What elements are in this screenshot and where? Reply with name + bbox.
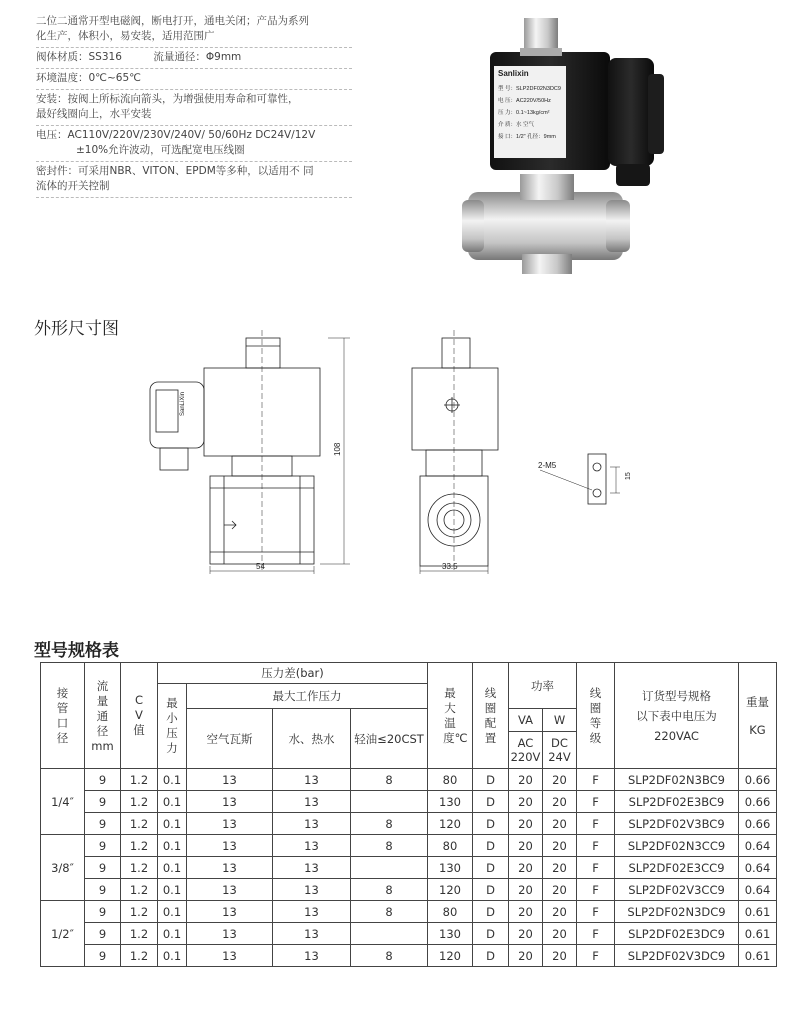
header-port: 接管口径: [41, 663, 85, 769]
cell-oil: 8: [351, 945, 428, 967]
cell-max-temp: 120: [428, 813, 473, 835]
spec-line: 二位二通常开型电磁阀，断电打开，通电关闭；产品为系列: [36, 15, 309, 27]
cell-flow: 9: [85, 813, 121, 835]
cell-coil-config: D: [473, 879, 509, 901]
dimensions-title: 外形尺寸图: [34, 319, 119, 339]
cell-va: 20: [509, 835, 543, 857]
spec-item: [36, 162, 352, 198]
spec-table: [40, 662, 777, 967]
cell-port: 1/2″: [41, 901, 85, 967]
cell-max-temp: 130: [428, 791, 473, 813]
spec-list: [36, 12, 352, 198]
header-coil-grade: 线圈等级: [577, 663, 615, 769]
table-row: [41, 769, 777, 791]
cell-w: 20: [543, 945, 577, 967]
spec-item: [36, 69, 352, 90]
cell-cv: 1.2: [121, 791, 158, 813]
cell-flow: 9: [85, 879, 121, 901]
table-row: [41, 945, 777, 967]
spec-line: 安装：按阀上所标流向箭头，为增强使用寿命和可靠性，: [36, 93, 299, 105]
cell-coil-config: D: [473, 813, 509, 835]
table-row: [41, 901, 777, 923]
cell-air: 13: [187, 945, 273, 967]
header-pressure-group: 压力差(bar): [158, 663, 428, 684]
header-order-spec: 订货型号规格 以下表中电压为 220VAC: [615, 663, 739, 769]
cell-water: 13: [273, 945, 351, 967]
cell-weight: 0.66: [739, 791, 777, 813]
table-row: [41, 835, 777, 857]
cell-weight: 0.66: [739, 769, 777, 791]
header-weight: 重量 KG: [739, 663, 777, 769]
cell-flow: 9: [85, 923, 121, 945]
table-title: 型号规格表: [34, 641, 119, 661]
cell-cv: 1.2: [121, 769, 158, 791]
cell-w: 20: [543, 901, 577, 923]
spec-line: 流体的开关控制: [36, 180, 110, 192]
cell-min-pressure: 0.1: [158, 835, 187, 857]
spec-item: [36, 90, 352, 126]
spec-item: [36, 48, 352, 69]
spec-line: 电压：AC110V/220V/230V/240V/ 50/60Hz DC24V/12V: [36, 129, 316, 141]
cell-air: 13: [187, 857, 273, 879]
cell-w: 20: [543, 923, 577, 945]
coil-label: SanLiXin: [180, 391, 186, 416]
cell-min-pressure: 0.1: [158, 813, 187, 835]
cell-cv: 1.2: [121, 835, 158, 857]
header-max-temp: 最大温度℃: [428, 663, 473, 769]
cell-weight: 0.64: [739, 835, 777, 857]
cell-coil-grade: F: [577, 923, 615, 945]
cell-flow: 9: [85, 901, 121, 923]
header-w: W: [543, 709, 577, 732]
table-row: [41, 813, 777, 835]
product-brand: Sanlixin: [498, 69, 529, 78]
cell-max-temp: 120: [428, 879, 473, 901]
cell-max-temp: 130: [428, 857, 473, 879]
cell-w: 20: [543, 857, 577, 879]
cell-oil: 8: [351, 879, 428, 901]
side-view: [412, 330, 498, 574]
cell-port: 3/8″: [41, 835, 85, 901]
header-min-pressure: 最小压力: [158, 684, 187, 769]
cell-air: 13: [187, 901, 273, 923]
cell-coil-config: D: [473, 835, 509, 857]
cell-water: 13: [273, 879, 351, 901]
spec-item: [36, 126, 352, 162]
cell-weight: 0.61: [739, 923, 777, 945]
cell-oil: [351, 923, 428, 945]
mount-spacing: 15: [625, 472, 632, 480]
cell-coil-grade: F: [577, 901, 615, 923]
cell-weight: 0.61: [739, 945, 777, 967]
cell-oil: [351, 857, 428, 879]
product-label-line: 型 号：SLP2DF02N3DC9: [498, 86, 561, 92]
cell-min-pressure: 0.1: [158, 901, 187, 923]
spec-line: 最好线圈向上，水平安装: [36, 108, 152, 120]
cell-w: 20: [543, 769, 577, 791]
cell-va: 20: [509, 901, 543, 923]
cell-cv: 1.2: [121, 857, 158, 879]
cell-max-temp: 120: [428, 945, 473, 967]
cell-water: 13: [273, 857, 351, 879]
cell-coil-grade: F: [577, 769, 615, 791]
cell-coil-grade: F: [577, 835, 615, 857]
cell-va: 20: [509, 769, 543, 791]
table-row: [41, 923, 777, 945]
cell-water: 13: [273, 901, 351, 923]
cell-coil-config: D: [473, 769, 509, 791]
cell-coil-grade: F: [577, 879, 615, 901]
cell-water: 13: [273, 835, 351, 857]
cell-order-model: SLP2DF02V3BC9: [615, 813, 739, 835]
mount-detail: [538, 454, 632, 504]
cell-coil-grade: F: [577, 857, 615, 879]
cell-air: 13: [187, 879, 273, 901]
mount-label: 2-M5: [538, 461, 557, 470]
cell-coil-config: D: [473, 791, 509, 813]
header-air: 空气瓦斯: [187, 709, 273, 769]
cell-flow: 9: [85, 791, 121, 813]
cell-port: 1/4″: [41, 769, 85, 835]
spec-line: ±10%允许波动，可选配宽电压线圈: [76, 144, 245, 156]
header-max-working: 最大工作压力: [187, 684, 428, 709]
cell-va: 20: [509, 879, 543, 901]
cell-va: 20: [509, 857, 543, 879]
cell-air: 13: [187, 923, 273, 945]
cell-max-temp: 80: [428, 901, 473, 923]
cell-w: 20: [543, 879, 577, 901]
cell-coil-config: D: [473, 945, 509, 967]
product-label-line: 接 口：1/2" 孔径：9mm: [498, 134, 556, 140]
spec-item: [36, 12, 352, 48]
table-row: [41, 879, 777, 901]
cell-air: 13: [187, 835, 273, 857]
cell-min-pressure: 0.1: [158, 879, 187, 901]
width-dim: 54: [256, 562, 265, 571]
cell-w: 20: [543, 791, 577, 813]
side-width-dim: 33.5: [442, 562, 458, 571]
cell-flow: 9: [85, 945, 121, 967]
cell-coil-config: D: [473, 923, 509, 945]
cell-min-pressure: 0.1: [158, 945, 187, 967]
cell-min-pressure: 0.1: [158, 857, 187, 879]
header-water: 水、热水: [273, 709, 351, 769]
cell-max-temp: 130: [428, 923, 473, 945]
cell-order-model: SLP2DF02V3DC9: [615, 945, 739, 967]
cell-order-model: SLP2DF02E3BC9: [615, 791, 739, 813]
cell-water: 13: [273, 791, 351, 813]
header-coil-config: 线圈配置: [473, 663, 509, 769]
cell-cv: 1.2: [121, 923, 158, 945]
cell-air: 13: [187, 769, 273, 791]
cell-order-model: SLP2DF02E3CC9: [615, 857, 739, 879]
cell-air: 13: [187, 791, 273, 813]
header-power: 功率: [509, 663, 577, 709]
header-dc: DC 24V: [543, 732, 577, 769]
cell-order-model: SLP2DF02N3DC9: [615, 901, 739, 923]
cell-flow: 9: [85, 835, 121, 857]
cell-cv: 1.2: [121, 945, 158, 967]
cell-va: 20: [509, 791, 543, 813]
cell-air: 13: [187, 813, 273, 835]
cell-order-model: SLP2DF02V3CC9: [615, 879, 739, 901]
cell-weight: 0.61: [739, 901, 777, 923]
cell-max-temp: 80: [428, 769, 473, 791]
cell-order-model: SLP2DF02N3BC9: [615, 769, 739, 791]
product-image: [460, 14, 680, 276]
spec-line: 化生产，体积小，易安装，适用范围广: [36, 30, 215, 42]
header-flow: 流量通径 mm: [85, 663, 121, 769]
table-row: [41, 791, 777, 813]
cell-order-model: SLP2DF02N3CC9: [615, 835, 739, 857]
cell-oil: 8: [351, 901, 428, 923]
dimension-drawing: [140, 330, 660, 575]
cell-oil: 8: [351, 813, 428, 835]
height-dim: 108: [333, 442, 342, 456]
cell-water: 13: [273, 923, 351, 945]
header-cv: CV值: [121, 663, 158, 769]
table-row: [41, 857, 777, 879]
cell-weight: 0.64: [739, 879, 777, 901]
spec-line: 阀体材质：SS316 流量通径：Φ9mm: [36, 51, 242, 63]
cell-va: 20: [509, 923, 543, 945]
cell-order-model: SLP2DF02E3DC9: [615, 923, 739, 945]
cell-water: 13: [273, 769, 351, 791]
cell-va: 20: [509, 945, 543, 967]
cell-coil-config: D: [473, 857, 509, 879]
spec-line: 环境温度：0℃~65℃: [36, 72, 141, 84]
cell-cv: 1.2: [121, 813, 158, 835]
cell-max-temp: 80: [428, 835, 473, 857]
cell-coil-grade: F: [577, 791, 615, 813]
cell-oil: [351, 791, 428, 813]
cell-weight: 0.64: [739, 857, 777, 879]
header-va: VA: [509, 709, 543, 732]
cell-weight: 0.66: [739, 813, 777, 835]
spec-line: 密封件：可采用NBR、VITON、EPDM等多种，以适用不 同: [36, 165, 314, 177]
cell-w: 20: [543, 835, 577, 857]
cell-va: 20: [509, 813, 543, 835]
cell-water: 13: [273, 813, 351, 835]
cell-cv: 1.2: [121, 879, 158, 901]
product-label-line: 压 力：0.1~13kg/cm²: [498, 110, 550, 116]
cell-w: 20: [543, 813, 577, 835]
cell-min-pressure: 0.1: [158, 769, 187, 791]
cell-oil: 8: [351, 835, 428, 857]
header-oil: 轻油≤20CST: [351, 709, 428, 769]
cell-coil-grade: F: [577, 813, 615, 835]
cell-cv: 1.2: [121, 901, 158, 923]
product-label-line: 介 质：水 空气: [498, 122, 535, 128]
cell-flow: 9: [85, 857, 121, 879]
cell-coil-grade: F: [577, 945, 615, 967]
cell-min-pressure: 0.1: [158, 791, 187, 813]
header-ac: AC 220V: [509, 732, 543, 769]
cell-oil: 8: [351, 769, 428, 791]
product-label-line: 电 压：AC220V/50Hz: [498, 98, 551, 104]
cell-flow: 9: [85, 769, 121, 791]
cell-coil-config: D: [473, 901, 509, 923]
cell-min-pressure: 0.1: [158, 923, 187, 945]
front-view: [150, 330, 350, 574]
